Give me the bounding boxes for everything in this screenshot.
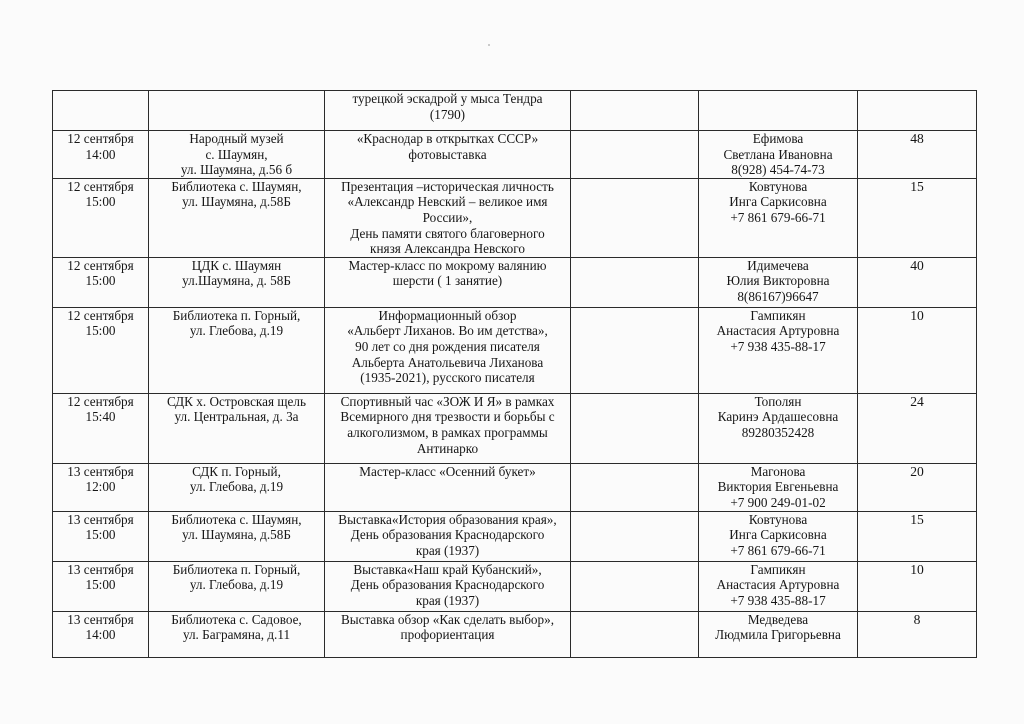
responsible-cell-line: Ковтунова xyxy=(748,511,808,527)
responsible-cell-line: Медведева xyxy=(747,611,809,627)
participants-count-cell: 24 xyxy=(858,393,977,463)
responsible-cell-line: +7 900 249-01-02 xyxy=(730,494,826,510)
events-schedule-table xyxy=(52,90,977,658)
empty-cell xyxy=(571,611,699,657)
date-cell-line: 15:00 xyxy=(85,323,116,339)
date-cell-line: 15:00 xyxy=(85,577,116,593)
place-cell-line: ул. Глебова, д.19 xyxy=(189,479,284,495)
date-cell xyxy=(53,561,149,611)
date-cell-line: 13 сентября xyxy=(67,611,134,627)
empty-cell xyxy=(571,91,699,131)
responsible-cell-line: Ефимова xyxy=(752,131,804,146)
responsible-cell-line: Юлия Викторовна xyxy=(726,273,830,289)
responsible-cell-line: +7 938 435-88-17 xyxy=(730,592,826,608)
place-cell-line: ул. Центральная, д. 3а xyxy=(174,409,299,425)
responsible-cell-line: Идимечева xyxy=(747,257,809,273)
responsible-cell xyxy=(699,611,858,657)
event-cell-line: Выставка«Наш край Кубанский», xyxy=(353,561,542,577)
event-cell-line: «Альберт Лиханов. Во им детства», xyxy=(347,323,548,339)
place-cell xyxy=(149,91,325,131)
event-cell-line: фотовыставка xyxy=(408,146,487,162)
event-cell-line: День образования Краснодарского xyxy=(350,527,545,543)
event-cell xyxy=(325,91,571,131)
responsible-cell-line: 8(928) 454-74-73 xyxy=(731,162,825,178)
place-cell xyxy=(149,561,325,611)
event-cell xyxy=(325,178,571,257)
event-cell-line: Информационный обзор xyxy=(378,307,517,323)
event-cell-line: края (1937) xyxy=(415,542,480,558)
table-row xyxy=(53,91,977,131)
date-cell-line: 12 сентября xyxy=(67,307,134,323)
responsible-cell-line: Светлана Ивановна xyxy=(723,146,833,162)
event-cell xyxy=(325,257,571,307)
date-cell xyxy=(53,131,149,179)
event-cell-line: турецкой эскадрой у мыса Тендра xyxy=(352,91,543,106)
participants-count-cell: 20 xyxy=(858,463,977,511)
responsible-cell xyxy=(699,131,858,179)
empty-cell xyxy=(571,131,699,179)
responsible-cell-line: Гампикян xyxy=(750,561,806,577)
responsible-cell-line: Тополян xyxy=(754,393,802,409)
empty-cell xyxy=(571,393,699,463)
event-cell-line: День образования Краснодарского xyxy=(350,577,545,593)
responsible-cell-line: Анастасия Артуровна xyxy=(716,323,840,339)
responsible-cell-line: +7 861 679-66-71 xyxy=(730,542,826,558)
place-cell-line: Библиотека п. Горный, xyxy=(172,561,301,577)
responsible-cell xyxy=(699,178,858,257)
empty-cell xyxy=(571,178,699,257)
date-cell-line: 15:40 xyxy=(85,409,116,425)
place-cell-line: СДК х. Островская щель xyxy=(167,393,306,409)
responsible-cell xyxy=(699,511,858,561)
table-row xyxy=(53,511,977,561)
date-cell-line: 12 сентября xyxy=(67,393,134,409)
event-cell-line: «Краснодар в открытках СССР» xyxy=(356,131,539,146)
responsible-cell xyxy=(699,91,858,131)
event-cell-line: края (1937) xyxy=(415,592,480,608)
date-cell xyxy=(53,611,149,657)
responsible-cell-line: Каринэ Ардашесовна xyxy=(717,409,839,425)
event-cell-line: Антинарко xyxy=(416,440,479,456)
place-cell xyxy=(149,463,325,511)
date-cell-line: 15:00 xyxy=(85,194,116,210)
date-cell-line: 12 сентября xyxy=(67,178,134,194)
date-cell xyxy=(53,307,149,393)
place-cell xyxy=(149,257,325,307)
place-cell-line: с. Шаумян, xyxy=(205,146,268,162)
date-cell xyxy=(53,511,149,561)
place-cell xyxy=(149,511,325,561)
empty-cell xyxy=(571,307,699,393)
date-cell xyxy=(53,393,149,463)
schedule-body xyxy=(53,91,977,658)
scan-speck xyxy=(488,44,490,46)
participants-count-cell: 48 xyxy=(858,131,977,179)
empty-cell xyxy=(571,257,699,307)
event-cell-line: Всемирного дня трезвости и борьбы с xyxy=(340,409,555,425)
responsible-cell-line: Гампикян xyxy=(750,307,806,323)
participants-count-cell xyxy=(858,91,977,131)
responsible-cell-line: Виктория Евгеньевна xyxy=(717,479,839,495)
date-cell xyxy=(53,91,149,131)
table-row xyxy=(53,307,977,393)
place-cell-line: ЦДК с. Шаумян xyxy=(191,257,282,273)
date-cell xyxy=(53,463,149,511)
responsible-cell-line: Анастасия Артуровна xyxy=(716,577,840,593)
event-cell-line: России», xyxy=(422,209,473,225)
date-cell xyxy=(53,178,149,257)
place-cell xyxy=(149,131,325,179)
event-cell-line: Презентация –историческая личность xyxy=(341,178,554,194)
place-cell-line: ул.Шаумяна, д. 58Б xyxy=(182,273,291,289)
event-cell xyxy=(325,307,571,393)
participants-count-cell: 8 xyxy=(858,611,977,657)
responsible-cell xyxy=(699,561,858,611)
table-row xyxy=(53,393,977,463)
event-cell-line: (1790) xyxy=(429,106,466,122)
responsible-cell-line: Инга Саркисовна xyxy=(729,527,827,543)
table-row xyxy=(53,257,977,307)
empty-cell xyxy=(571,463,699,511)
event-cell-line: профориентация xyxy=(400,627,495,643)
place-cell-line: СДК п. Горный, xyxy=(192,463,281,479)
participants-count-cell: 10 xyxy=(858,307,977,393)
place-cell xyxy=(149,611,325,657)
responsible-cell xyxy=(699,307,858,393)
event-cell-line: Мастер-класс по мокрому валянию xyxy=(348,257,547,273)
responsible-cell-line: Инга Саркисовна xyxy=(729,194,827,210)
responsible-cell-line: Людмила Григорьевна xyxy=(715,627,841,643)
date-cell-line: 12:00 xyxy=(85,479,116,495)
place-cell xyxy=(149,393,325,463)
place-cell xyxy=(149,178,325,257)
participants-count-cell: 15 xyxy=(858,178,977,257)
responsible-cell-line: Магонова xyxy=(750,463,806,479)
place-cell-line: ул. Глебова, д.19 xyxy=(189,323,284,339)
date-cell-line: 13 сентября xyxy=(67,511,134,527)
event-cell xyxy=(325,611,571,657)
event-cell-line: шерсти ( 1 занятие) xyxy=(392,273,503,289)
date-cell-line: 14:00 xyxy=(85,146,116,162)
date-cell-line: 13 сентября xyxy=(67,463,134,479)
responsible-cell-line: Ковтунова xyxy=(748,178,808,194)
date-cell-line: 12 сентября xyxy=(67,131,134,146)
table-row xyxy=(53,611,977,657)
event-cell-line: алкоголизмом, в рамках программы xyxy=(347,424,548,440)
date-cell-line: 15:00 xyxy=(85,527,116,543)
place-cell-line: Библиотека с. Садовое, xyxy=(171,611,302,627)
empty-cell xyxy=(571,511,699,561)
table-row xyxy=(53,463,977,511)
event-cell-line: 90 лет со дня рождения писателя xyxy=(355,338,540,354)
event-cell xyxy=(325,393,571,463)
empty-cell xyxy=(571,561,699,611)
place-cell-line: ул. Шаумяна, д.56 б xyxy=(180,162,293,178)
date-cell-line: 14:00 xyxy=(85,627,116,643)
event-cell-line: князя Александра Невского xyxy=(370,241,525,257)
responsible-cell-line: 89280352428 xyxy=(741,424,815,440)
date-cell-line: 12 сентября xyxy=(67,257,134,273)
place-cell-line: ул. Шаумяна, д.58Б xyxy=(182,194,291,210)
event-cell-line: Мастер-класс «Осенний букет» xyxy=(359,463,536,479)
participants-count-cell: 40 xyxy=(858,257,977,307)
event-cell-line: Альберта Анатольевича Лиханова xyxy=(351,354,544,370)
responsible-cell-line: +7 938 435-88-17 xyxy=(730,338,826,354)
participants-count-cell: 15 xyxy=(858,511,977,561)
event-cell xyxy=(325,463,571,511)
event-cell-line: Выставка«История образования края», xyxy=(338,511,557,527)
place-cell-line: Народный музей xyxy=(189,131,284,146)
place-cell-line: Библиотека с. Шаумян, xyxy=(171,511,302,527)
place-cell-line: Библиотека с. Шаумян, xyxy=(171,178,302,194)
responsible-cell xyxy=(699,393,858,463)
event-cell xyxy=(325,511,571,561)
date-cell-line: 13 сентября xyxy=(67,561,134,577)
place-cell-line: ул. Шаумяна, д.58Б xyxy=(182,527,291,543)
event-cell-line: (1935-2021), русского писателя xyxy=(360,370,535,386)
place-cell-line: ул. Глебова, д.19 xyxy=(189,577,284,593)
table-row xyxy=(53,178,977,257)
place-cell xyxy=(149,307,325,393)
event-cell-line: Выставка обзор «Как сделать выбор», xyxy=(340,611,555,627)
date-cell-line: 15:00 xyxy=(85,273,116,289)
place-cell-line: ул. Баграмяна, д.11 xyxy=(182,627,291,643)
responsible-cell xyxy=(699,463,858,511)
table-row xyxy=(53,561,977,611)
responsible-cell-line: 8(86167)96647 xyxy=(737,288,819,304)
event-cell xyxy=(325,131,571,179)
table-row xyxy=(53,131,977,179)
participants-count-cell: 10 xyxy=(858,561,977,611)
event-cell xyxy=(325,561,571,611)
date-cell xyxy=(53,257,149,307)
event-cell-line: «Александр Невский – великое имя xyxy=(347,194,548,210)
event-cell-line: День памяти святого благоверного xyxy=(350,225,545,241)
place-cell-line: Библиотека п. Горный, xyxy=(172,307,301,323)
responsible-cell xyxy=(699,257,858,307)
event-cell-line: Спортивный час «ЗОЖ И Я» в рамках xyxy=(340,393,555,409)
responsible-cell-line: +7 861 679-66-71 xyxy=(730,209,826,225)
